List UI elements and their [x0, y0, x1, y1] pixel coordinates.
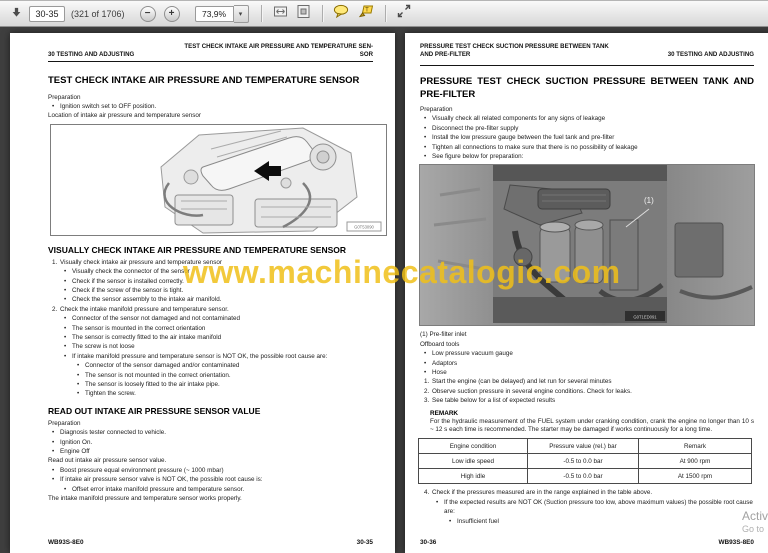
text-line	[48, 314, 373, 323]
list-text: Check the intake manifold pressure and temperature sensor.	[60, 305, 229, 313]
list-text: Engine Off	[60, 448, 90, 456]
minus-icon: −	[144, 7, 151, 19]
text-line	[420, 396, 754, 405]
read-out-list	[48, 419, 373, 504]
list-text: Adaptors	[432, 359, 458, 367]
text-line	[420, 152, 754, 161]
list-text: The sensor is not mounted in the correct orientation.	[85, 371, 231, 379]
text-line	[48, 102, 373, 111]
document-viewport[interactable]	[0, 27, 768, 553]
table-header-cell: Engine condition	[419, 439, 528, 454]
list-marker: •	[77, 390, 80, 398]
text-line	[48, 352, 373, 361]
expand-arrows-icon	[397, 4, 411, 23]
list-text: Ignition switch set to OFF position.	[60, 102, 157, 110]
text-line	[48, 342, 373, 351]
list-text: Check if the sensor is installed correctly.	[72, 277, 184, 285]
list-text: Low pressure vacuum gauge	[432, 350, 513, 358]
table-header-row	[419, 439, 752, 454]
list-text: Start the engine (can be delayed) and let run for several minutes	[432, 378, 612, 386]
list-marker: •	[64, 315, 67, 323]
table-cell: At 900 rpm	[639, 454, 752, 469]
list-text: Visually check the connector of the sensor	[72, 268, 190, 276]
text-line	[48, 419, 373, 428]
text-line	[48, 258, 373, 267]
engine-line-art	[51, 125, 386, 235]
text-line	[420, 330, 754, 339]
list-marker: •	[52, 466, 55, 474]
footer-page-number: 30-35	[356, 539, 373, 546]
toolbar-separator	[385, 5, 387, 22]
list-text: Diagnosis tester connected to vehicle.	[60, 429, 167, 437]
conclusion-list	[420, 488, 754, 526]
list-marker: •	[77, 371, 80, 379]
list-text: Preparation	[48, 419, 81, 427]
page-footer	[420, 539, 754, 546]
text-line	[420, 387, 754, 396]
text-line	[48, 428, 373, 437]
list-text: See figure below for preparation:	[432, 153, 524, 161]
section-title: READ OUT INTAKE AIR PRESSURE SENSOR VALUE	[48, 405, 261, 416]
engine-illustration-figure	[50, 124, 387, 236]
list-text: Preparation	[420, 106, 453, 113]
toolbar-separator	[322, 5, 324, 22]
table-cell: High idle	[419, 469, 528, 484]
text-line	[48, 389, 373, 398]
add-comment-button[interactable]	[332, 5, 351, 23]
table-header-cell: Pressure value (rel.) bar	[528, 439, 639, 454]
list-text: Tighten the screw.	[85, 390, 136, 398]
table-cell: -0.5 to 0.0 bar	[528, 469, 639, 484]
list-text: Check the sensor assembly to the intake air manifold.	[72, 296, 222, 304]
list-marker: •	[64, 324, 67, 332]
list-marker: •	[424, 369, 427, 377]
list-marker: •	[52, 476, 55, 484]
text-line	[420, 498, 754, 517]
text-line	[420, 105, 754, 114]
list-marker: •	[64, 286, 67, 294]
list-text: Read out intake air pressure sensor value.	[48, 457, 167, 465]
callout-1-label: (1)	[644, 196, 654, 206]
pdf-toolbar	[0, 0, 768, 27]
list-marker: •	[424, 143, 427, 151]
scroll-mode-button[interactable]	[272, 5, 290, 23]
list-marker: •	[424, 359, 427, 367]
text-line	[420, 488, 754, 497]
remark-text: For the hydraulic measurement of the FUEL system under cranking condition, crank the engine no longer than 10 s ~ 12 s each time is recommended. The starter may be damaged if works continuously for a long time.	[430, 417, 754, 434]
highlight-text-button[interactable]	[357, 5, 376, 23]
list-marker: •	[436, 498, 439, 506]
list-text: Hose	[432, 369, 447, 377]
engine-compartment-photo	[419, 164, 755, 326]
fit-page-button[interactable]	[295, 5, 313, 23]
figure-id-label: G0T1ED091	[633, 314, 657, 320]
list-marker: 1.	[52, 258, 58, 266]
text-line	[48, 286, 373, 295]
list-marker: •	[52, 102, 55, 110]
expected-results-table	[418, 438, 752, 484]
table-cell: At 1500 rpm	[639, 469, 752, 484]
section-title: VISUALLY CHECK INTAKE AIR PRESSURE AND TEMPERATURE SENSOR	[48, 244, 347, 255]
site-watermark: www.machinecatalogic.com	[183, 254, 621, 290]
list-text: Install the low pressure gauge between the fuel tank and pre-filter	[432, 134, 615, 142]
fit-page-icon	[296, 4, 311, 24]
activation-line2: Go to	[742, 524, 765, 534]
chevron-down-icon: ▾	[238, 10, 243, 18]
list-text: If intake manifold pressure and temperature sensor is NOT OK, the possible root cause are:	[72, 352, 328, 360]
footer-model: WB93S-8E0	[48, 539, 84, 546]
list-text: Check if the pressures measured are in the range explained in the table above.	[432, 489, 653, 497]
page-left	[10, 33, 395, 553]
list-text: The intake manifold pressure and temperature sensor works properly.	[48, 495, 242, 503]
list-marker: •	[52, 438, 55, 446]
list-marker: •	[64, 268, 67, 276]
remark-label: REMARK	[430, 409, 459, 417]
header-rule	[48, 61, 373, 62]
list-text: (1) Pre-filter inlet	[420, 331, 467, 339]
header-running-title: PRESSURE TEST CHECK SUCTION PRESSURE BETWEEN TANK AND PRE-FILTER	[420, 43, 609, 58]
list-marker: •	[64, 352, 67, 360]
speech-bubble-icon	[333, 4, 349, 23]
list-marker: 2.	[424, 387, 430, 395]
list-marker: •	[52, 448, 55, 456]
list-text: Check if the screw of the sensor is tight.	[72, 286, 184, 294]
visual-check-list	[48, 258, 373, 399]
page-number-input[interactable]	[29, 6, 65, 22]
text-line	[420, 124, 754, 133]
plus-icon: +	[168, 7, 175, 19]
list-text: Visually check all related components for any signs of leakage	[432, 115, 606, 123]
highlighter-icon	[358, 4, 374, 23]
list-marker: •	[424, 350, 427, 358]
list-text: Tighten all connections to make sure that there is no possibility of leakage	[432, 143, 638, 151]
fullscreen-button[interactable]	[395, 5, 413, 23]
list-marker: 3.	[424, 397, 430, 405]
zoom-out-button[interactable]	[140, 6, 156, 22]
header-chapter: 30 TESTING AND ADJUSTING	[667, 51, 754, 58]
text-line	[420, 349, 754, 358]
list-text: Connector of the sensor damaged and/or contaminated	[85, 362, 240, 370]
page-header	[48, 43, 373, 59]
intro-list	[48, 93, 373, 121]
zoom-in-button[interactable]	[164, 6, 180, 22]
page-title: PRESSURE TEST CHECK SUCTION PRESSURE BETWEEN TANK AND PRE-FILTER	[420, 76, 754, 100]
text-line	[48, 456, 373, 465]
list-marker: 2.	[52, 305, 58, 313]
intro-list	[420, 105, 754, 161]
text-line	[420, 377, 754, 386]
table-row	[419, 454, 752, 469]
list-text: The sensor is correctly fitted to the air intake manifold	[72, 333, 222, 341]
after-figure-list	[420, 330, 754, 405]
text-line	[420, 368, 754, 377]
text-line	[48, 466, 373, 475]
list-text: Offboard tools	[420, 340, 460, 348]
page-count-label: (321 of 1706)	[71, 8, 125, 19]
list-text: Connector of the sensor not damaged and not contaminated	[72, 315, 241, 323]
text-line	[48, 371, 373, 380]
list-marker: •	[64, 343, 67, 351]
list-marker: •	[64, 333, 67, 341]
list-marker: •	[77, 381, 80, 388]
table-cell: -0.5 to 0.0 bar	[528, 454, 639, 469]
table-header-cell: Remark	[639, 439, 752, 454]
list-text: Visually check intake air pressure and temperature sensor	[60, 258, 222, 266]
list-text: The sensor is mounted in the correct orientation	[72, 324, 206, 332]
activation-line1: Activ	[742, 509, 768, 523]
text-line	[48, 380, 373, 389]
table-row	[419, 469, 752, 484]
list-marker: •	[424, 124, 427, 132]
footer-page-number: 30-36	[420, 539, 437, 546]
text-line	[48, 295, 373, 304]
list-text: The screw is not loose	[72, 343, 135, 351]
text-line	[48, 305, 373, 314]
list-marker: •	[64, 485, 67, 493]
page-down-button[interactable]	[8, 5, 24, 23]
page-title: TEST CHECK INTAKE AIR PRESSURE AND TEMPERATURE SENSOR	[48, 75, 360, 86]
text-line	[48, 475, 373, 484]
zoom-level-field[interactable]: 73,9%	[195, 6, 234, 22]
text-line	[48, 361, 373, 370]
text-line	[48, 93, 373, 102]
text-line	[420, 359, 754, 368]
text-line	[420, 114, 754, 123]
page-right	[405, 33, 768, 553]
list-marker: •	[424, 134, 427, 142]
list-marker: •	[77, 362, 80, 370]
text-line	[48, 438, 373, 447]
text-line	[48, 324, 373, 333]
text-line	[420, 340, 754, 349]
list-marker: •	[424, 115, 427, 123]
zoom-dropdown-button[interactable]	[234, 5, 249, 23]
list-text: The sensor is loosely fitted to the air intake pipe.	[85, 381, 220, 388]
text-line	[48, 447, 373, 456]
list-text: Location of intake air pressure and temperature sensor	[48, 112, 201, 120]
photo-art	[420, 165, 754, 325]
list-text: If the expected results are NOT OK (Suction pressure too low, above maximum values) the possible root cause are:	[444, 498, 753, 516]
text-line	[420, 517, 754, 526]
list-text: If intake air pressure sensor valve is NOT OK, the possible root cause is:	[60, 476, 263, 484]
header-chapter: 30 TESTING AND ADJUSTING	[48, 51, 135, 58]
down-arrow-icon	[11, 5, 22, 23]
text-line	[48, 111, 373, 120]
page-footer	[48, 539, 373, 546]
remark-block	[430, 409, 754, 436]
figure-id-label: G0T53090	[354, 224, 374, 230]
header-rule	[420, 65, 754, 66]
list-text: Boost pressure equal environment pressure (~ 1000 mbar)	[60, 466, 224, 474]
list-marker: •	[449, 517, 452, 525]
list-marker: •	[52, 429, 55, 437]
list-text: Insufficient fuel	[457, 517, 499, 525]
list-text: Offset error intake manifold pressure and temperature sensor.	[72, 485, 245, 493]
text-line	[420, 133, 754, 142]
text-line	[48, 333, 373, 342]
list-text: Observe suction pressure in several engine conditions. Check for leaks.	[432, 387, 632, 395]
text-line	[48, 494, 373, 503]
list-text: Disconnect the pre-filter supply	[432, 124, 519, 132]
footer-model: WB93S-8E0	[718, 539, 754, 546]
header-running-title: TEST CHECK INTAKE AIR PRESSURE AND TEMPERATURE SEN- SOR	[184, 43, 373, 58]
list-marker: •	[424, 153, 427, 161]
list-marker: •	[64, 296, 67, 304]
toolbar-separator	[261, 5, 263, 22]
list-text: Preparation	[48, 93, 81, 101]
text-line	[48, 277, 373, 286]
svg-text:T: T	[365, 7, 369, 14]
list-marker: 1.	[424, 378, 430, 386]
list-marker: 4.	[424, 489, 430, 497]
list-text: Ignition On.	[60, 438, 93, 446]
table-cell: Low idle speed	[419, 454, 528, 469]
text-line	[48, 485, 373, 494]
list-marker: •	[64, 277, 67, 285]
list-text: See table below for a list of expected results	[432, 397, 556, 405]
text-line	[48, 267, 373, 276]
page-header	[420, 43, 754, 59]
fit-width-icon	[273, 4, 288, 24]
text-line	[420, 143, 754, 152]
